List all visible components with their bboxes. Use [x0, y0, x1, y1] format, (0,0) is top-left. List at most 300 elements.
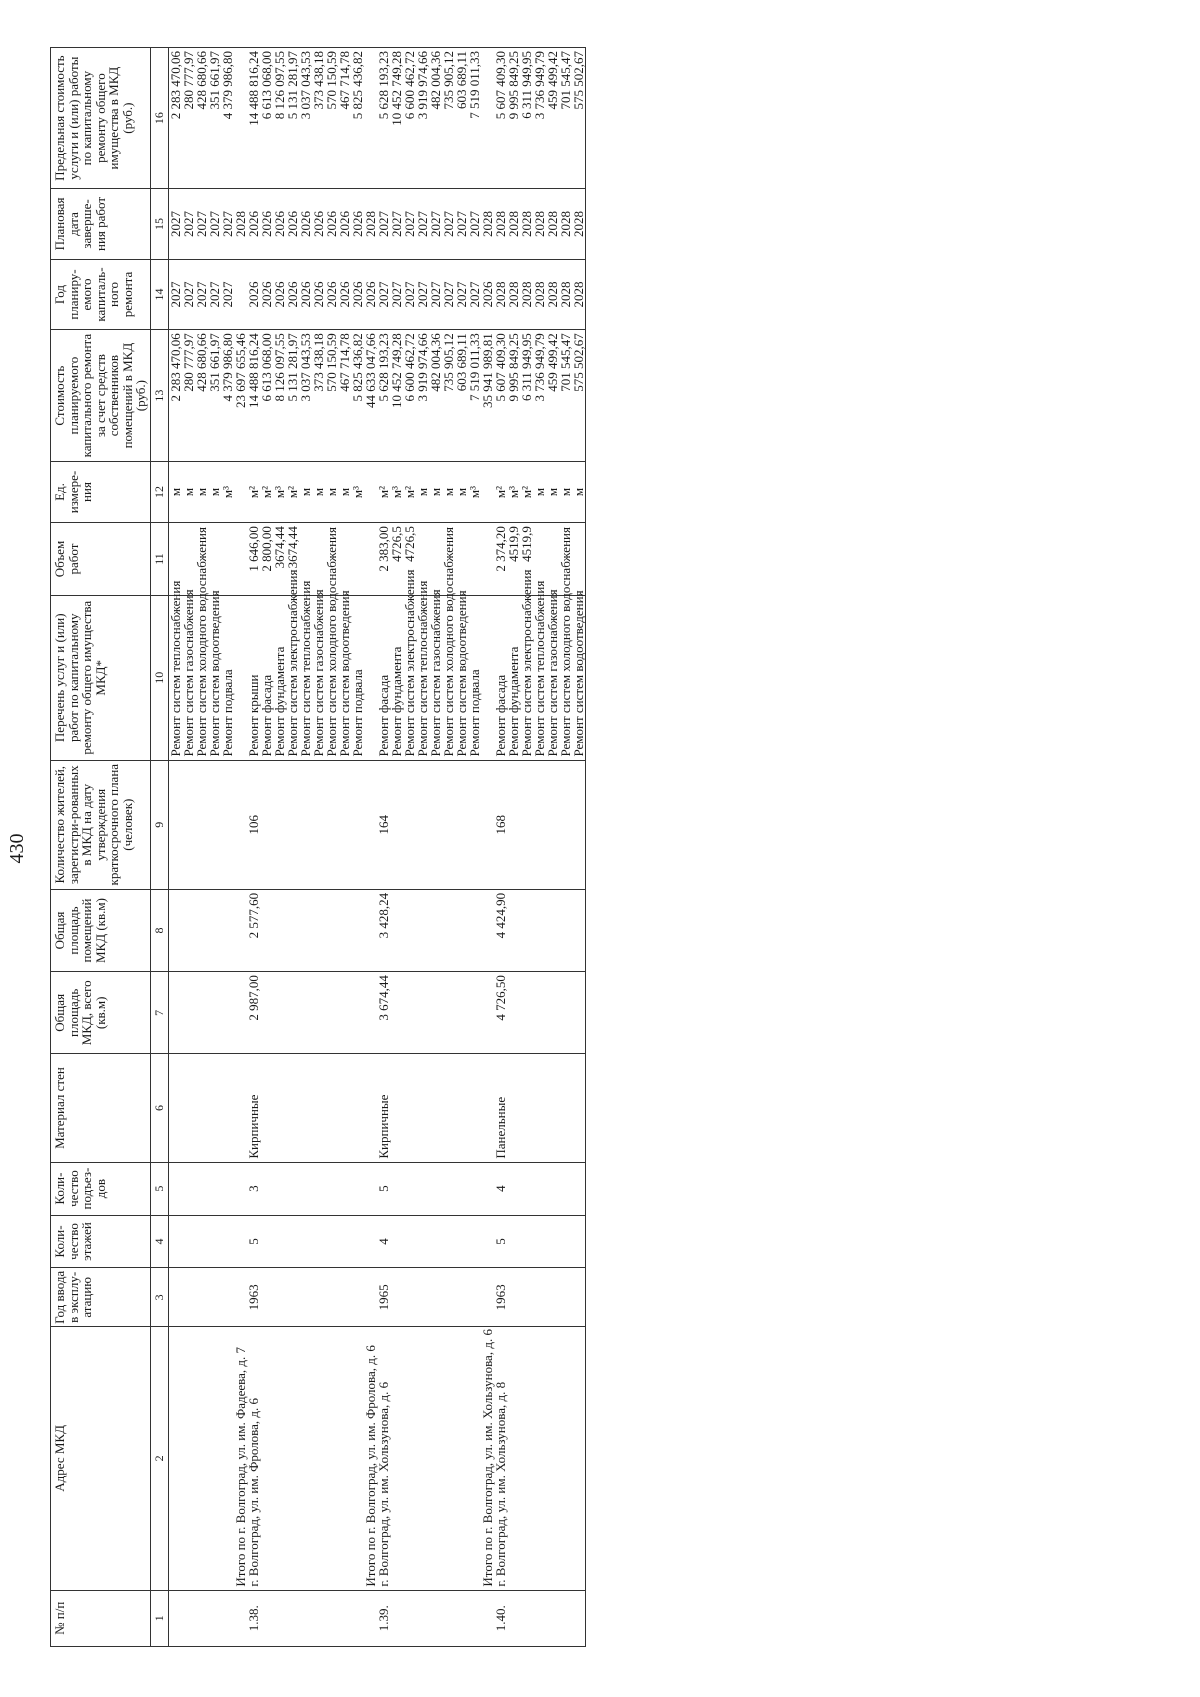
cell-unit: м — [208, 461, 221, 522]
cell-work-type: Ремонт систем газоснабжения — [429, 595, 442, 760]
cell-work-type: Ремонт систем водоотведения — [338, 595, 351, 760]
cell-floors — [351, 1215, 364, 1268]
column-number: 11 — [150, 523, 168, 596]
cell-total-area — [208, 972, 221, 1054]
cell-limit-cost: 280 777,97 — [182, 48, 195, 189]
cell-wall-material — [442, 1054, 455, 1162]
cell-unit: м — [442, 461, 455, 522]
cell-number — [403, 1590, 416, 1646]
cell-total-area — [195, 972, 208, 1054]
cell-cost: 4 379 986,80 — [221, 330, 234, 462]
cell-floors: 5 — [494, 1215, 507, 1268]
cell-wall-material — [520, 1054, 533, 1162]
cell-work-type: Ремонт фундамента — [273, 595, 286, 760]
cell-limit-cost: 3 919 974,66 — [416, 48, 429, 189]
cell-floors — [481, 1215, 494, 1268]
cell-total-area — [533, 972, 546, 1054]
cell-year-built — [390, 1268, 403, 1327]
cell-repair-year: 2028 — [494, 259, 507, 330]
cell-unit: м — [416, 461, 429, 522]
cell-entrances — [299, 1162, 312, 1215]
cell-residents: 106 — [247, 760, 260, 889]
cell-total-area — [168, 972, 182, 1054]
cell-number — [507, 1590, 520, 1646]
cell-limit-cost: 735 905,12 — [442, 48, 455, 189]
cell-premises-area — [429, 889, 442, 971]
cell-entrances — [351, 1162, 364, 1215]
cell-entrances — [221, 1162, 234, 1215]
cell-premises-area — [390, 889, 403, 971]
cell-unit: м — [429, 461, 442, 522]
cell-volume — [455, 523, 468, 596]
cell-limit-cost: 459 499,42 — [546, 48, 559, 189]
cell-wall-material — [429, 1054, 442, 1162]
cell-number — [481, 1590, 494, 1646]
cell-residents — [468, 760, 481, 889]
cell-entrances — [260, 1162, 273, 1215]
cell-floors — [338, 1215, 351, 1268]
column-number: 2 — [150, 1327, 168, 1590]
cell-premises-area — [572, 889, 586, 971]
cell-volume: 4519,9 — [520, 523, 533, 596]
cell-repair-year: 2028 — [533, 259, 546, 330]
cell-entrances — [234, 1162, 247, 1215]
cell-limit-cost: 482 004,36 — [429, 48, 442, 189]
cell-wall-material: Кирпичные — [247, 1054, 260, 1162]
column-header: Общая площадь помещений МКД (кв.м) — [51, 889, 151, 971]
cell-premises-area — [546, 889, 559, 971]
cell-residents — [325, 760, 338, 889]
cell-repair-year: 2026 — [481, 259, 494, 330]
table-row — [390, 48, 403, 1647]
cell-wall-material — [299, 1054, 312, 1162]
cell-unit: м — [546, 461, 559, 522]
cell-limit-cost — [481, 48, 494, 189]
cell-premises-area — [416, 889, 429, 971]
cell-address: г. Волгоград, ул. им. Фролова, д. 6 — [247, 1327, 260, 1590]
cell-address — [429, 1327, 442, 1590]
cell-number — [208, 1590, 221, 1646]
cell-entrances — [559, 1162, 572, 1215]
header-row — [51, 48, 151, 1647]
cell-cost: 5 628 193,23 — [377, 330, 390, 462]
cell-repair-year: 2027 — [182, 259, 195, 330]
table-row — [377, 48, 390, 1647]
table-row — [273, 48, 286, 1647]
cell-end-date: 2027 — [403, 189, 416, 260]
cell-residents — [559, 760, 572, 889]
cell-entrances — [286, 1162, 299, 1215]
cell-wall-material — [364, 1054, 377, 1162]
cell-repair-year — [234, 259, 247, 330]
cell-entrances — [546, 1162, 559, 1215]
cell-premises-area — [455, 889, 468, 971]
cell-year-built — [559, 1268, 572, 1327]
cell-total-area — [325, 972, 338, 1054]
cell-volume: 3674,44 — [273, 523, 286, 596]
cell-repair-year: 2026 — [351, 259, 364, 330]
cell-volume — [429, 523, 442, 596]
cell-premises-area: 4 424,90 — [494, 889, 507, 971]
cell-premises-area — [520, 889, 533, 971]
cell-number — [520, 1590, 533, 1646]
cell-address — [195, 1327, 208, 1590]
cell-entrances: 4 — [494, 1162, 507, 1215]
cell-premises-area — [234, 889, 247, 971]
cell-number — [546, 1590, 559, 1646]
cell-unit: м — [195, 461, 208, 522]
cell-unit: м — [559, 461, 572, 522]
cell-limit-cost — [234, 48, 247, 189]
table-row — [299, 48, 312, 1647]
cell-limit-cost: 5 628 193,23 — [377, 48, 390, 189]
cell-floors — [234, 1215, 247, 1268]
cell-address — [299, 1327, 312, 1590]
cell-number — [572, 1590, 586, 1646]
cell-unit: м — [182, 461, 195, 522]
cell-number — [429, 1590, 442, 1646]
cell-volume — [468, 523, 481, 596]
cell-end-date: 2028 — [559, 189, 572, 260]
cell-residents — [416, 760, 429, 889]
cell-premises-area — [182, 889, 195, 971]
cell-limit-cost: 8 126 097,55 — [273, 48, 286, 189]
cell-entrances — [364, 1162, 377, 1215]
cell-number: 1.40. — [494, 1590, 507, 1646]
cell-volume: 2 383,00 — [377, 523, 390, 596]
cell-floors — [208, 1215, 221, 1268]
table-row — [182, 48, 195, 1647]
cell-work-type: Ремонт систем холодного водоснабжения — [195, 595, 208, 760]
cell-wall-material — [234, 1054, 247, 1162]
cell-cost: 7 519 011,33 — [468, 330, 481, 462]
cell-wall-material: Кирпичные — [377, 1054, 390, 1162]
cell-end-date: 2027 — [182, 189, 195, 260]
cell-wall-material — [468, 1054, 481, 1162]
table-row — [325, 48, 338, 1647]
cell-number — [195, 1590, 208, 1646]
cell-cost: 6 311 949,95 — [520, 330, 533, 462]
cell-unit: м — [338, 461, 351, 522]
cell-limit-cost: 14 488 816,24 — [247, 48, 260, 189]
cell-work-type: Ремонт систем теплоснабжения — [416, 595, 429, 760]
cell-number: 1.39. — [377, 1590, 390, 1646]
cell-entrances — [520, 1162, 533, 1215]
cell-year-built — [533, 1268, 546, 1327]
cell-limit-cost: 2 283 470,06 — [168, 48, 182, 189]
cell-work-type: Ремонт систем водоотведения — [208, 595, 221, 760]
cell-year-built — [416, 1268, 429, 1327]
table-row — [403, 48, 416, 1647]
column-header: Год планиру-емого капиталь-ного ремонта — [51, 259, 151, 330]
cell-number — [182, 1590, 195, 1646]
cell-total-area — [455, 972, 468, 1054]
cell-total-area — [572, 972, 586, 1054]
cell-number — [273, 1590, 286, 1646]
cell-total-area — [221, 972, 234, 1054]
table-row — [168, 48, 182, 1647]
cell-work-type: Ремонт фасада — [494, 595, 507, 760]
cell-address — [182, 1327, 195, 1590]
cell-end-date: 2028 — [234, 189, 247, 260]
cell-number — [455, 1590, 468, 1646]
column-number: 16 — [150, 48, 168, 189]
cell-entrances — [533, 1162, 546, 1215]
cell-floors — [572, 1215, 586, 1268]
cell-end-date: 2026 — [312, 189, 325, 260]
cell-unit: м — [312, 461, 325, 522]
column-header: Перечень услуг и (или) работ по капитальному ремонту общего имущества МКД* — [51, 595, 151, 760]
cell-premises-area — [273, 889, 286, 971]
cell-wall-material — [390, 1054, 403, 1162]
cell-cost: 2 283 470,06 — [168, 330, 182, 462]
cell-repair-year: 2026 — [312, 259, 325, 330]
cell-address — [312, 1327, 325, 1590]
cell-cost: 3 037 043,53 — [299, 330, 312, 462]
table-row — [195, 48, 208, 1647]
column-header: Ед. измере-ния — [51, 461, 151, 522]
cell-floors — [559, 1215, 572, 1268]
table-body — [168, 48, 585, 1647]
cell-cost: 5 825 436,82 — [351, 330, 364, 462]
cell-limit-cost: 6 600 462,72 — [403, 48, 416, 189]
cell-entrances — [312, 1162, 325, 1215]
cell-year-built — [507, 1268, 520, 1327]
cell-wall-material — [507, 1054, 520, 1162]
cell-address — [325, 1327, 338, 1590]
cell-entrances — [273, 1162, 286, 1215]
cell-residents — [364, 760, 377, 889]
cell-work-type: Ремонт крыши — [247, 595, 260, 760]
cell-repair-year: 2027 — [442, 259, 455, 330]
cell-volume: 2 374,20 — [494, 523, 507, 596]
cell-total-area — [234, 972, 247, 1054]
cell-volume — [351, 523, 364, 596]
cell-year-built — [351, 1268, 364, 1327]
table-row — [247, 48, 260, 1647]
cell-limit-cost: 4 379 986,80 — [221, 48, 234, 189]
cell-year-built: 1965 — [377, 1268, 390, 1327]
cell-work-type: Ремонт подвала — [468, 595, 481, 760]
table-row — [338, 48, 351, 1647]
cell-repair-year: 2027 — [208, 259, 221, 330]
cell-total-area — [559, 972, 572, 1054]
cell-address — [416, 1327, 429, 1590]
cell-address — [208, 1327, 221, 1590]
cell-entrances — [390, 1162, 403, 1215]
cell-wall-material — [221, 1054, 234, 1162]
cell-limit-cost: 603 689,11 — [455, 48, 468, 189]
cell-floors — [546, 1215, 559, 1268]
cell-total-area: 3 674,44 — [377, 972, 390, 1054]
cell-volume — [546, 523, 559, 596]
cell-total-area — [390, 972, 403, 1054]
column-header: Общая площадь МКД, всего (кв.м) — [51, 972, 151, 1054]
cell-residents — [168, 760, 182, 889]
cell-volume — [234, 523, 247, 596]
cell-end-date: 2027 — [468, 189, 481, 260]
cell-work-type: Ремонт систем теплоснабжения — [168, 595, 182, 760]
cell-year-built — [468, 1268, 481, 1327]
cell-floors: 5 — [247, 1215, 260, 1268]
cell-floors — [468, 1215, 481, 1268]
cell-year-built — [299, 1268, 312, 1327]
cell-total-area — [468, 972, 481, 1054]
table-row — [221, 48, 234, 1647]
cell-cost: 570 150,59 — [325, 330, 338, 462]
cell-year-built — [182, 1268, 195, 1327]
cell-year-built — [208, 1268, 221, 1327]
cell-residents — [208, 760, 221, 889]
cell-volume — [208, 523, 221, 596]
cell-year-built — [338, 1268, 351, 1327]
cell-end-date: 2028 — [533, 189, 546, 260]
cell-cost: 23 697 655,46 — [234, 330, 247, 462]
cell-number — [299, 1590, 312, 1646]
cell-address: г. Волгоград, ул. им. Хользунова, д. 6 — [377, 1327, 390, 1590]
column-number: 5 — [150, 1162, 168, 1215]
cell-wall-material — [325, 1054, 338, 1162]
cell-repair-year: 2027 — [221, 259, 234, 330]
cell-total-area: 4 726,50 — [494, 972, 507, 1054]
cell-residents — [546, 760, 559, 889]
column-header: № п/п — [51, 1590, 151, 1646]
cell-entrances — [455, 1162, 468, 1215]
total-row — [481, 48, 494, 1647]
column-number: 6 — [150, 1054, 168, 1162]
cell-work-type — [481, 595, 494, 760]
cell-residents — [533, 760, 546, 889]
cell-end-date: 2028 — [572, 189, 586, 260]
cell-number — [312, 1590, 325, 1646]
cell-entrances — [182, 1162, 195, 1215]
cell-repair-year: 2027 — [390, 259, 403, 330]
cell-repair-year: 2026 — [273, 259, 286, 330]
cell-wall-material — [273, 1054, 286, 1162]
cell-total-area — [182, 972, 195, 1054]
cell-limit-cost: 3 037 043,53 — [299, 48, 312, 189]
cell-unit: м² — [286, 461, 299, 522]
cell-cost: 735 905,12 — [442, 330, 455, 462]
cell-residents — [234, 760, 247, 889]
column-number: 12 — [150, 461, 168, 522]
cell-entrances — [416, 1162, 429, 1215]
cell-limit-cost: 3 736 949,79 — [533, 48, 546, 189]
cell-floors — [325, 1215, 338, 1268]
cell-entrances — [468, 1162, 481, 1215]
cell-work-type — [364, 595, 377, 760]
table-row — [533, 48, 546, 1647]
cell-premises-area — [168, 889, 182, 971]
cell-limit-cost: 5 131 281,97 — [286, 48, 299, 189]
cell-cost: 575 502,67 — [572, 330, 586, 462]
cell-limit-cost: 5 607 409,30 — [494, 48, 507, 189]
cell-total-area — [507, 972, 520, 1054]
cell-unit: м² — [247, 461, 260, 522]
cell-number — [364, 1590, 377, 1646]
column-number: 13 — [150, 330, 168, 462]
cell-limit-cost: 428 680,66 — [195, 48, 208, 189]
cell-year-built — [403, 1268, 416, 1327]
cell-residents — [481, 760, 494, 889]
cell-total-area — [299, 972, 312, 1054]
cell-cost: 6 600 462,72 — [403, 330, 416, 462]
cell-residents — [312, 760, 325, 889]
cell-unit: м — [168, 461, 182, 522]
table-row — [286, 48, 299, 1647]
cell-limit-cost: 575 502,67 — [572, 48, 586, 189]
cell-wall-material — [546, 1054, 559, 1162]
table-row — [572, 48, 586, 1647]
cell-year-built — [273, 1268, 286, 1327]
cell-address — [546, 1327, 559, 1590]
cell-address — [351, 1327, 364, 1590]
cell-work-type: Ремонт систем газоснабжения — [312, 595, 325, 760]
column-number: 15 — [150, 189, 168, 260]
cell-residents — [299, 760, 312, 889]
cell-number — [168, 1590, 182, 1646]
cell-repair-year: 2027 — [403, 259, 416, 330]
column-header: Объем работ — [51, 523, 151, 596]
cell-entrances — [195, 1162, 208, 1215]
cell-entrances — [208, 1162, 221, 1215]
cell-year-built — [572, 1268, 586, 1327]
table-row — [208, 48, 221, 1647]
cell-residents — [182, 760, 195, 889]
cell-volume — [572, 523, 586, 596]
cell-unit: м³ — [468, 461, 481, 522]
cell-year-built — [286, 1268, 299, 1327]
cell-wall-material — [338, 1054, 351, 1162]
cell-work-type: Ремонт систем холодного водоснабжения — [442, 595, 455, 760]
cell-floors — [364, 1215, 377, 1268]
column-header: Год ввода в эксплу-атацию — [51, 1268, 151, 1327]
cell-floors — [390, 1215, 403, 1268]
cell-premises-area — [364, 889, 377, 971]
cell-year-built — [221, 1268, 234, 1327]
cell-end-date: 2026 — [260, 189, 273, 260]
cell-work-type: Ремонт систем газоснабжения — [182, 595, 195, 760]
column-header: Предельная стоимость услуги и (или) работы по капитальному ремонту общего имущества в МКД (руб.) — [51, 48, 151, 189]
cell-total-area — [403, 972, 416, 1054]
cell-limit-cost: 6 311 949,95 — [520, 48, 533, 189]
cell-wall-material — [260, 1054, 273, 1162]
cell-volume — [481, 523, 494, 596]
cell-year-built — [455, 1268, 468, 1327]
cell-total-area — [286, 972, 299, 1054]
cell-repair-year: 2027 — [416, 259, 429, 330]
total-row — [364, 48, 377, 1647]
cell-unit: м — [572, 461, 586, 522]
cell-address — [442, 1327, 455, 1590]
cell-end-date: 2027 — [195, 189, 208, 260]
cell-residents — [351, 760, 364, 889]
cell-end-date: 2027 — [442, 189, 455, 260]
cell-premises-area — [559, 889, 572, 971]
column-number: 4 — [150, 1215, 168, 1268]
cell-premises-area — [312, 889, 325, 971]
column-number: 1 — [150, 1590, 168, 1646]
cell-year-built — [234, 1268, 247, 1327]
cell-floors — [286, 1215, 299, 1268]
cell-cost: 459 499,42 — [546, 330, 559, 462]
cell-address — [338, 1327, 351, 1590]
cell-cost: 6 613 068,00 — [260, 330, 273, 462]
cell-address — [533, 1327, 546, 1590]
cell-premises-area — [195, 889, 208, 971]
cell-residents — [572, 760, 586, 889]
cell-residents — [455, 760, 468, 889]
